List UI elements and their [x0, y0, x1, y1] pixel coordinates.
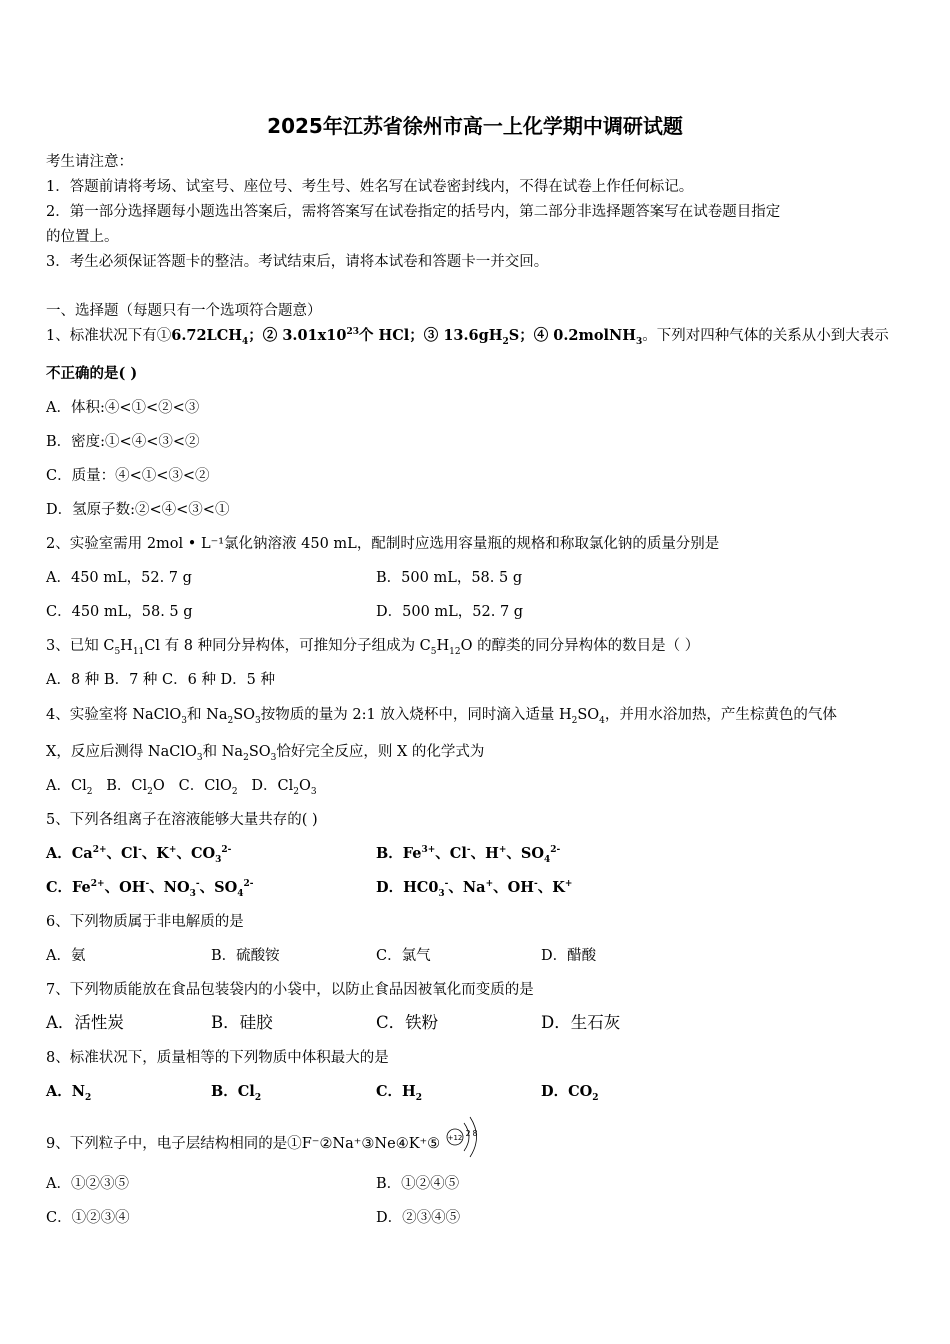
question-4-text: 4、实验室将 NaClO$_3$和 $Na_2SO_3$按物质的量为 2:1 放入烧杯中，同时滴入适量 $H_2SO_4$，并用水浴加热，产生棕黄色的气体 [46, 707, 837, 726]
q3-options: A．8 种 B．7 种 C．6 种 D．5 种 [46, 672, 276, 688]
q4-options: A．$Cl_2$ B．$Cl_2O$ C．ClO$_2$ D．$Cl_2O_3$ [46, 778, 317, 797]
page-title: 2025年江苏省徐州市高一上化学期中调研试题 [267, 114, 683, 138]
section-heading: 一、选择题（每题只有一个选项符合题意） [46, 303, 322, 319]
q1-option-d: D．氢原子数:②<④<③<① [46, 502, 230, 518]
q6-option-c: C．氯气 [376, 948, 431, 964]
notice-item-1: 1．答题前请将考场、试室号、座位号、考生号、姓名写在试卷密封线内，不得在试卷上作任何标记。 [46, 179, 694, 195]
electron-count-shell-1: 2 [465, 1129, 471, 1138]
question-3-text: 3、已知 $C_5H_{11}Cl$ 有 8 种同分异构体，可推知分子组成为 $C_5H_{12}O$ 的醇类的同分异构体的数目是（ ） [46, 638, 700, 657]
electron-count-shell-2: 8 [472, 1129, 478, 1138]
q7-option-d: D．生石灰 [541, 1013, 621, 1032]
q1-option-c: C．质量：④<①<③<② [46, 468, 210, 484]
q2-option-b: B．500 mL，58. 5 g [376, 570, 523, 586]
q7-option-c: C．铁粉 [376, 1013, 439, 1032]
q9-option-a: A．①②③⑤ [46, 1176, 129, 1192]
q8-option-a: A．$N_2$ [46, 1083, 92, 1103]
q5-option-d: D．$HC0_3^-$、Na+、OH-、K+ [376, 879, 573, 899]
q5-option-b: B．$Fe^{3+}$、Cl-、H+、$SO_4^{2-}$ [376, 845, 561, 865]
notice-heading: 考生请注意： [46, 154, 133, 170]
q1-option-b: B．密度:①<④<③<② [46, 434, 200, 450]
q2-option-d: D．500 mL，52. 7 g [376, 604, 524, 620]
question-1-text-cont: 不正确的是( ) [46, 365, 138, 382]
q9-option-b: B．①②④⑤ [376, 1176, 460, 1192]
q2-option-c: C．450 mL，58. 5 g [46, 604, 193, 620]
question-6-text: 6、下列物质属于非电解质的是 [46, 914, 244, 930]
q8-option-b: B．$Cl_2$ [211, 1083, 262, 1103]
q9-option-c: C．①②③④ [46, 1210, 130, 1226]
question-8-text: 8、标准状况下，质量相等的下列物质中体积最大的是 [46, 1050, 389, 1066]
question-1-text: 1、标准状况下有$①6.72LCH_4$；② $3.01x10^{23}$个 HCl；③ $13.6gH_2S$；④ 0.2molNH$_3$。下列对四种气体的关系从小到大表示 [46, 327, 889, 347]
q7-option-a: A．活性炭 [46, 1013, 124, 1032]
question-7-text: 7、下列物质能放在食品包装袋内的小袋中，以防止食品因被氧化而变质的是 [46, 982, 534, 998]
q7-option-b: B．硅胶 [211, 1013, 273, 1032]
q5-option-c: C．$Fe^{2+}$、OH-、$NO_3^-$、$SO_4^{2-}$ [46, 879, 254, 899]
notice-item-2: 2．第一部分选择题每小题选出答案后，需将答案写在试卷指定的括号内，第二部分非选择题答案写在试卷题目指定 [46, 204, 781, 220]
nucleus-charge: +12 [447, 1134, 463, 1142]
q2-option-a: A．450 mL，52. 7 g [46, 570, 192, 586]
q1-option-a: A．体积:④<①<②<③ [46, 400, 200, 416]
q6-option-a: A．氨 [46, 948, 86, 964]
atomic-structure-diagram [445, 1114, 489, 1160]
q8-option-d: D．$CO_2$ [541, 1083, 599, 1103]
notice-item-3: 3．考生必须保证答题卡的整洁。考试结束后，请将本试卷和答题卡一并交回。 [46, 254, 549, 270]
q6-option-b: B．硫酸铵 [211, 948, 280, 964]
q8-option-c: C．$H_2$ [376, 1083, 423, 1103]
q9-option-d: D．②③④⑤ [376, 1210, 461, 1226]
notice-item-2-cont: 的位置上。 [46, 229, 119, 245]
question-4-text-cont: X，反应后测得 NaClO$_3$和 $Na_2SO_3$恰好完全反应，则 X 的化学式为 [46, 744, 485, 763]
q6-option-d: D．醋酸 [541, 948, 597, 964]
question-5-text: 5、下列各组离子在溶液能够大量共存的( ) [46, 812, 318, 828]
question-9-text: 9、下列粒子中，电子层结构相同的是①F⁻②Na⁺③Ne④K⁺⑤ +12 2 8 [46, 1128, 489, 1160]
q5-option-a: A．$Ca^{2+}$、Cl-、K+、$CO_3^{2-}$ [46, 845, 232, 865]
question-2-text: 2、实验室需用 2mol • L⁻¹氯化钠溶液 450 mL，配制时应选用容量瓶的规格和称取氯化钠的质量分别是 [46, 536, 720, 552]
